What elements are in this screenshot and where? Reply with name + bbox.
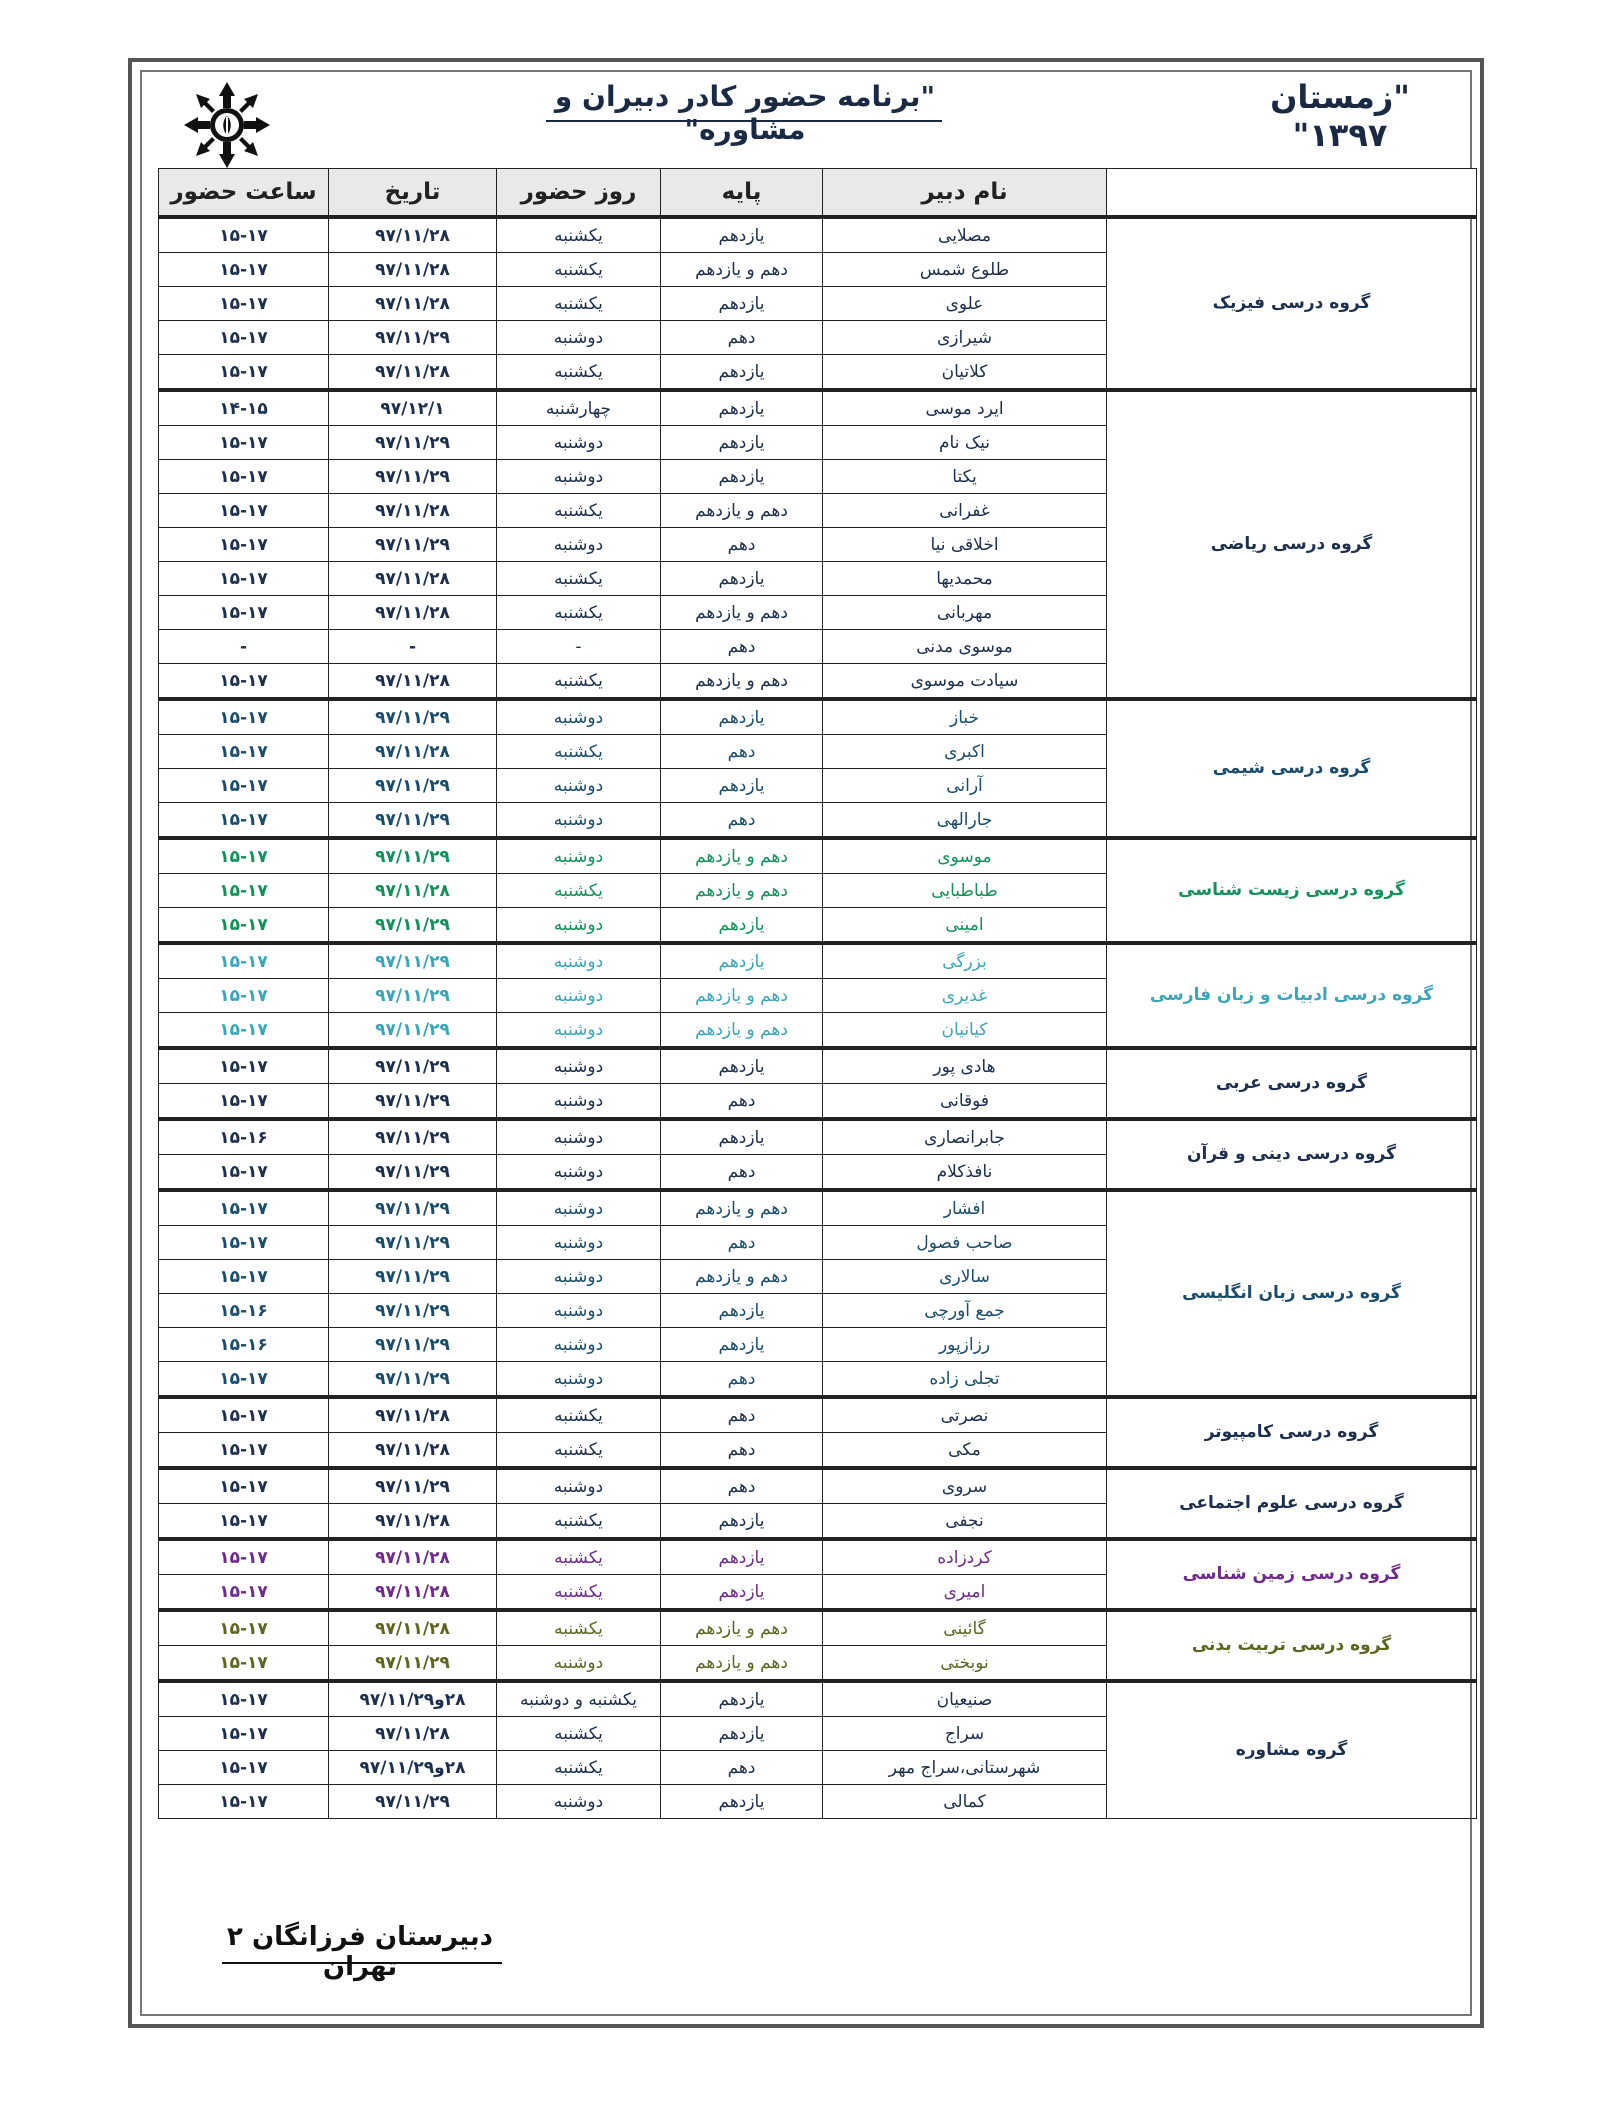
group-cell: گروه درسی شیمی	[1107, 699, 1477, 838]
date-cell: ۹۷/۱۱/۲۹	[329, 321, 497, 355]
day-cell: دوشنبه	[497, 838, 661, 874]
group-cell: گروه درسی کامپیوتر	[1107, 1397, 1477, 1468]
date-cell: ۹۷/۱۱/۲۹	[329, 1084, 497, 1120]
time-cell: ۱۵-۱۷	[159, 838, 329, 874]
time-cell: ۱۵-۱۷	[159, 1785, 329, 1819]
day-cell: یکشنبه	[497, 735, 661, 769]
time-cell: ۱۵-۱۷	[159, 1717, 329, 1751]
grade-cell: دهم	[661, 1362, 823, 1398]
date-cell: ۹۷/۱۱/۲۹	[329, 1468, 497, 1504]
time-cell: ۱۵-۱۷	[159, 1539, 329, 1575]
time-cell: ۱۵-۱۷	[159, 943, 329, 979]
date-cell: ۹۷/۱۱/۲۹	[329, 1048, 497, 1084]
date-cell: ۹۷/۱۱/۲۹	[329, 1119, 497, 1155]
grade-cell: دهم و یازدهم	[661, 664, 823, 700]
day-cell: -	[497, 630, 661, 664]
teacher-cell: رزازپور	[823, 1328, 1107, 1362]
date-cell: ۹۷/۱۱/۲۹	[329, 1260, 497, 1294]
day-cell: دوشنبه	[497, 803, 661, 839]
time-cell: ۱۵-۱۷	[159, 321, 329, 355]
teacher-cell: نافذکلام	[823, 1155, 1107, 1191]
time-cell: ۱۵-۱۷	[159, 1013, 329, 1049]
time-cell: -	[159, 630, 329, 664]
time-cell: ۱۵-۱۷	[159, 1397, 329, 1433]
grade-cell: دهم و یازدهم	[661, 1190, 823, 1226]
teacher-cell: مکی	[823, 1433, 1107, 1469]
teacher-cell: محمدیها	[823, 562, 1107, 596]
grade-cell: دهم	[661, 735, 823, 769]
day-cell: دوشنبه	[497, 1646, 661, 1682]
date-cell: ۹۷/۱۱/۲۹	[329, 979, 497, 1013]
teacher-cell: بزرگی	[823, 943, 1107, 979]
time-cell: ۱۵-۱۷	[159, 1260, 329, 1294]
teacher-cell: کردزاده	[823, 1539, 1107, 1575]
table-row	[159, 1397, 1477, 1433]
teacher-cell: کلاتیان	[823, 355, 1107, 391]
day-cell: یکشنبه	[497, 1717, 661, 1751]
time-cell: ۱۵-۱۷	[159, 1575, 329, 1611]
date-cell: ۹۷/۱۱/۲۹	[329, 426, 497, 460]
day-cell: دوشنبه	[497, 1155, 661, 1191]
teacher-cell: سروی	[823, 1468, 1107, 1504]
header-day: روز حضور	[497, 169, 661, 218]
grade-cell: دهم	[661, 1084, 823, 1120]
date-cell: ۹۷/۱۱/۲۸	[329, 287, 497, 321]
teacher-cell: کمالی	[823, 1785, 1107, 1819]
time-cell: ۱۵-۱۷	[159, 699, 329, 735]
teacher-cell: سراج	[823, 1717, 1107, 1751]
date-cell: ۹۷/۱۱/۲۹	[329, 1013, 497, 1049]
teacher-cell: شیرازی	[823, 321, 1107, 355]
grade-cell: یازدهم	[661, 1717, 823, 1751]
grade-cell: دهم و یازدهم	[661, 838, 823, 874]
teacher-cell: سالاری	[823, 1260, 1107, 1294]
time-cell: ۱۵-۱۷	[159, 1681, 329, 1717]
teacher-cell: جارالهی	[823, 803, 1107, 839]
teacher-cell: اخلاقی نیا	[823, 528, 1107, 562]
grade-cell: دهم	[661, 1155, 823, 1191]
teacher-cell: طلوع شمس	[823, 253, 1107, 287]
day-cell: دوشنبه	[497, 1260, 661, 1294]
grade-cell: یازدهم	[661, 355, 823, 391]
table-row	[159, 1468, 1477, 1504]
day-cell: دوشنبه	[497, 908, 661, 944]
table-row	[159, 1681, 1477, 1717]
day-cell: یکشنبه	[497, 1504, 661, 1540]
date-cell: ۹۷/۱۱/۲۸	[329, 1539, 497, 1575]
grade-cell: دهم	[661, 528, 823, 562]
grade-cell: یازدهم	[661, 1785, 823, 1819]
time-cell: ۱۵-۱۷	[159, 979, 329, 1013]
teacher-cell: شهرستانی،سراج مهر	[823, 1751, 1107, 1785]
date-cell: ۹۷/۱۱/۲۸	[329, 217, 497, 253]
day-cell: دوشنبه	[497, 769, 661, 803]
day-cell: یکشنبه	[497, 355, 661, 391]
group-cell: گروه درسی تربیت بدنی	[1107, 1610, 1477, 1681]
day-cell: دوشنبه	[497, 979, 661, 1013]
group-cell: گروه درسی ریاضی	[1107, 390, 1477, 699]
grade-cell: دهم و یازدهم	[661, 596, 823, 630]
time-cell: ۱۵-۱۷	[159, 874, 329, 908]
time-cell: ۱۵-۱۷	[159, 596, 329, 630]
time-cell: ۱۵-۱۷	[159, 1362, 329, 1398]
day-cell: یکشنبه	[497, 1433, 661, 1469]
time-cell: ۱۵-۱۷	[159, 664, 329, 700]
teacher-cell: خباز	[823, 699, 1107, 735]
grade-cell: یازدهم	[661, 943, 823, 979]
time-cell: ۱۵-۱۷	[159, 803, 329, 839]
date-cell: ۲۸و۹۷/۱۱/۲۹	[329, 1751, 497, 1785]
group-cell: گروه درسی دینی و قرآن	[1107, 1119, 1477, 1190]
day-cell: دوشنبه	[497, 1119, 661, 1155]
grade-cell: یازدهم	[661, 908, 823, 944]
date-cell: ۹۷/۱۱/۲۸	[329, 1504, 497, 1540]
time-cell: ۱۵-۱۶	[159, 1328, 329, 1362]
day-cell: چهارشنبه	[497, 390, 661, 426]
date-cell: ۹۷/۱۱/۲۸	[329, 494, 497, 528]
footer-underline	[222, 1962, 502, 1964]
date-cell: ۹۷/۱۱/۲۹	[329, 769, 497, 803]
time-cell: ۱۵-۱۷	[159, 769, 329, 803]
teacher-cell: غفرانی	[823, 494, 1107, 528]
grade-cell: یازدهم	[661, 287, 823, 321]
day-cell: دوشنبه	[497, 1328, 661, 1362]
day-cell: دوشنبه	[497, 1294, 661, 1328]
time-cell: ۱۵-۱۷	[159, 1190, 329, 1226]
group-cell: گروه درسی فیزیک	[1107, 217, 1477, 390]
day-cell: دوشنبه	[497, 699, 661, 735]
time-cell: ۱۵-۱۷	[159, 1610, 329, 1646]
teacher-cell: نجفی	[823, 1504, 1107, 1540]
date-cell: ۹۷/۱۱/۲۸	[329, 1717, 497, 1751]
school-logo-icon	[182, 80, 272, 170]
time-cell: ۱۵-۱۷	[159, 426, 329, 460]
day-cell: یکشنبه	[497, 217, 661, 253]
time-cell: ۱۵-۱۷	[159, 1155, 329, 1191]
time-cell: ۱۵-۱۷	[159, 287, 329, 321]
time-cell: ۱۵-۱۷	[159, 1751, 329, 1785]
time-cell: ۱۵-۱۷	[159, 562, 329, 596]
header-grade: پایه	[661, 169, 823, 218]
date-cell: ۹۷/۱۱/۲۹	[329, 1362, 497, 1398]
grade-cell: دهم و یازدهم	[661, 1260, 823, 1294]
teacher-cell: یکتا	[823, 460, 1107, 494]
grade-cell: یازدهم	[661, 1119, 823, 1155]
day-cell: یکشنبه	[497, 1539, 661, 1575]
grade-cell: یازدهم	[661, 460, 823, 494]
teacher-cell: گائینی	[823, 1610, 1107, 1646]
table-row	[159, 1610, 1477, 1646]
date-cell: ۹۷/۱۱/۲۸	[329, 1610, 497, 1646]
grade-cell: یازدهم	[661, 769, 823, 803]
grade-cell: دهم	[661, 1397, 823, 1433]
teacher-cell: صاحب فصول	[823, 1226, 1107, 1260]
grade-cell: دهم و یازدهم	[661, 1646, 823, 1682]
grade-cell: یازدهم	[661, 699, 823, 735]
teacher-cell: آرانی	[823, 769, 1107, 803]
date-cell: ۹۷/۱۱/۲۹	[329, 943, 497, 979]
day-cell: یکشنبه	[497, 1751, 661, 1785]
grade-cell: یازدهم	[661, 1294, 823, 1328]
table-row	[159, 943, 1477, 979]
teacher-cell: اکبری	[823, 735, 1107, 769]
school-name: دبیرستان فرزانگان ۲ تهران	[227, 1922, 493, 1982]
day-cell: یکشنبه	[497, 874, 661, 908]
teacher-cell: جابرانصاری	[823, 1119, 1107, 1155]
date-cell: ۹۷/۱۱/۲۸	[329, 1397, 497, 1433]
day-cell: یکشنبه	[497, 562, 661, 596]
grade-cell: دهم	[661, 1751, 823, 1785]
date-cell: ۹۷/۱۱/۲۹	[329, 460, 497, 494]
group-cell: گروه درسی زیست شناسی	[1107, 838, 1477, 943]
grade-cell: یازدهم	[661, 562, 823, 596]
teacher-cell: نیک نام	[823, 426, 1107, 460]
grade-cell: یازدهم	[661, 1328, 823, 1362]
date-cell: ۹۷/۱۱/۲۸	[329, 1575, 497, 1611]
teacher-cell: صنیعیان	[823, 1681, 1107, 1717]
date-cell: ۹۷/۱۱/۲۹	[329, 528, 497, 562]
table-header-row	[159, 169, 1477, 218]
time-cell: ۱۵-۱۷	[159, 217, 329, 253]
day-cell: دوشنبه	[497, 1226, 661, 1260]
time-cell: ۱۵-۱۷	[159, 253, 329, 287]
group-cell: گروه مشاوره	[1107, 1681, 1477, 1819]
day-cell: یکشنبه	[497, 253, 661, 287]
grade-cell: یازدهم	[661, 390, 823, 426]
date-cell: ۹۷/۱۱/۲۹	[329, 1226, 497, 1260]
table-row	[159, 838, 1477, 874]
time-cell: ۱۵-۱۷	[159, 494, 329, 528]
header-group	[1107, 169, 1477, 218]
grade-cell: دهم و یازدهم	[661, 979, 823, 1013]
teacher-cell: امینی	[823, 908, 1107, 944]
date-cell: ۹۷/۱۱/۲۹	[329, 699, 497, 735]
time-cell: ۱۵-۱۷	[159, 460, 329, 494]
day-cell: دوشنبه	[497, 1048, 661, 1084]
grade-cell: یازدهم	[661, 217, 823, 253]
teacher-cell: موسوی	[823, 838, 1107, 874]
grade-cell: دهم و یازدهم	[661, 1610, 823, 1646]
day-cell: دوشنبه	[497, 1362, 661, 1398]
date-cell: ۹۷/۱۱/۲۹	[329, 1155, 497, 1191]
teacher-cell: امیری	[823, 1575, 1107, 1611]
date-cell: ۹۷/۱۱/۲۸	[329, 874, 497, 908]
date-cell: ۹۷/۱۲/۱	[329, 390, 497, 426]
table-row	[159, 217, 1477, 253]
grade-cell: یازدهم	[661, 1539, 823, 1575]
teacher-cell: مهربانی	[823, 596, 1107, 630]
header-teacher: نام دبیر	[823, 169, 1107, 218]
date-cell: ۹۷/۱۱/۲۸	[329, 596, 497, 630]
table-row	[159, 1119, 1477, 1155]
day-cell: دوشنبه	[497, 460, 661, 494]
date-cell: ۹۷/۱۱/۲۸	[329, 1433, 497, 1469]
teacher-cell: غدیری	[823, 979, 1107, 1013]
grade-cell: دهم و یازدهم	[661, 253, 823, 287]
teacher-cell: افشار	[823, 1190, 1107, 1226]
day-cell: دوشنبه	[497, 1013, 661, 1049]
day-cell: یکشنبه	[497, 664, 661, 700]
grade-cell: یازدهم	[661, 1575, 823, 1611]
day-cell: دوشنبه	[497, 1468, 661, 1504]
teacher-cell: علوی	[823, 287, 1107, 321]
group-cell: گروه درسی عربی	[1107, 1048, 1477, 1119]
header-date: تاریخ	[329, 169, 497, 218]
time-cell: ۱۵-۱۷	[159, 1226, 329, 1260]
date-cell: ۹۷/۱۱/۲۹	[329, 1294, 497, 1328]
page-title: "برنامه حضور کادر دبیران و مشاوره"	[554, 80, 936, 146]
teacher-cell: موسوی مدنی	[823, 630, 1107, 664]
grade-cell: دهم و یازدهم	[661, 874, 823, 908]
date-cell: -	[329, 630, 497, 664]
time-cell: ۱۵-۱۷	[159, 1433, 329, 1469]
teacher-cell: جمع آورچی	[823, 1294, 1107, 1328]
date-cell: ۹۷/۱۱/۲۹	[329, 803, 497, 839]
table-row	[159, 699, 1477, 735]
time-cell: ۱۵-۱۷	[159, 355, 329, 391]
day-cell: دوشنبه	[497, 528, 661, 562]
time-cell: ۱۵-۱۷	[159, 908, 329, 944]
day-cell: دوشنبه	[497, 943, 661, 979]
grade-cell: دهم	[661, 630, 823, 664]
day-cell: یکشنبه	[497, 494, 661, 528]
date-cell: ۹۷/۱۱/۲۸	[329, 735, 497, 769]
group-cell: گروه درسی زمین شناسی	[1107, 1539, 1477, 1610]
grade-cell: دهم	[661, 1468, 823, 1504]
date-cell: ۲۸و۹۷/۱۱/۲۹	[329, 1681, 497, 1717]
date-cell: ۹۷/۱۱/۲۸	[329, 355, 497, 391]
group-cell: گروه درسی علوم اجتماعی	[1107, 1468, 1477, 1539]
grade-cell: دهم	[661, 1433, 823, 1469]
table-row	[159, 1048, 1477, 1084]
teacher-cell: ایرد موسی	[823, 390, 1107, 426]
time-cell: ۱۵-۱۷	[159, 735, 329, 769]
date-cell: ۹۷/۱۱/۲۹	[329, 1190, 497, 1226]
date-cell: ۹۷/۱۱/۲۹	[329, 1646, 497, 1682]
grade-cell: دهم	[661, 321, 823, 355]
teacher-cell: هادی پور	[823, 1048, 1107, 1084]
grade-cell: دهم	[661, 1226, 823, 1260]
day-cell: یکشنبه و دوشنبه	[497, 1681, 661, 1717]
date-cell: ۹۷/۱۱/۲۸	[329, 562, 497, 596]
day-cell: دوشنبه	[497, 1190, 661, 1226]
time-cell: ۱۵-۱۶	[159, 1294, 329, 1328]
day-cell: یکشنبه	[497, 1610, 661, 1646]
date-cell: ۹۷/۱۱/۲۸	[329, 253, 497, 287]
season-label: "زمستان ۱۳۹۷"	[1270, 78, 1410, 154]
group-cell: گروه درسی ادبیات و زبان فارسی	[1107, 943, 1477, 1048]
day-cell: دوشنبه	[497, 321, 661, 355]
header-time: ساعت حضور	[159, 169, 329, 218]
grade-cell: یازدهم	[661, 426, 823, 460]
time-cell: ۱۵-۱۷	[159, 528, 329, 562]
day-cell: یکشنبه	[497, 287, 661, 321]
table-row	[159, 1190, 1477, 1226]
title-underline	[546, 120, 942, 122]
teacher-cell: تجلی زاده	[823, 1362, 1107, 1398]
time-cell: ۱۵-۱۶	[159, 1119, 329, 1155]
table-row	[159, 390, 1477, 426]
grade-cell: یازدهم	[661, 1681, 823, 1717]
teacher-cell: نصرتی	[823, 1397, 1107, 1433]
teacher-cell: کیانیان	[823, 1013, 1107, 1049]
time-cell: ۱۵-۱۷	[159, 1468, 329, 1504]
day-cell: یکشنبه	[497, 1575, 661, 1611]
grade-cell: یازدهم	[661, 1504, 823, 1540]
teacher-cell: سیادت موسوی	[823, 664, 1107, 700]
day-cell: یکشنبه	[497, 1397, 661, 1433]
time-cell: ۱۵-۱۷	[159, 1084, 329, 1120]
day-cell: دوشنبه	[497, 1785, 661, 1819]
teacher-cell: فوقانی	[823, 1084, 1107, 1120]
teacher-cell: مصلایی	[823, 217, 1107, 253]
grade-cell: دهم و یازدهم	[661, 494, 823, 528]
day-cell: دوشنبه	[497, 1084, 661, 1120]
teacher-cell: طباطبایی	[823, 874, 1107, 908]
date-cell: ۹۷/۱۱/۲۸	[329, 664, 497, 700]
grade-cell: یازدهم	[661, 1048, 823, 1084]
date-cell: ۹۷/۱۱/۲۹	[329, 1328, 497, 1362]
date-cell: ۹۷/۱۱/۲۹	[329, 838, 497, 874]
date-cell: ۹۷/۱۱/۲۹	[329, 1785, 497, 1819]
day-cell: یکشنبه	[497, 596, 661, 630]
time-cell: ۱۵-۱۷	[159, 1646, 329, 1682]
time-cell: ۱۴-۱۵	[159, 390, 329, 426]
table-row	[159, 1539, 1477, 1575]
schedule-table	[158, 168, 1477, 1819]
day-cell: دوشنبه	[497, 426, 661, 460]
time-cell: ۱۵-۱۷	[159, 1504, 329, 1540]
grade-cell: دهم و یازدهم	[661, 1013, 823, 1049]
date-cell: ۹۷/۱۱/۲۹	[329, 908, 497, 944]
grade-cell: دهم	[661, 803, 823, 839]
group-cell: گروه درسی زبان انگلیسی	[1107, 1190, 1477, 1397]
teacher-cell: نوبختی	[823, 1646, 1107, 1682]
time-cell: ۱۵-۱۷	[159, 1048, 329, 1084]
